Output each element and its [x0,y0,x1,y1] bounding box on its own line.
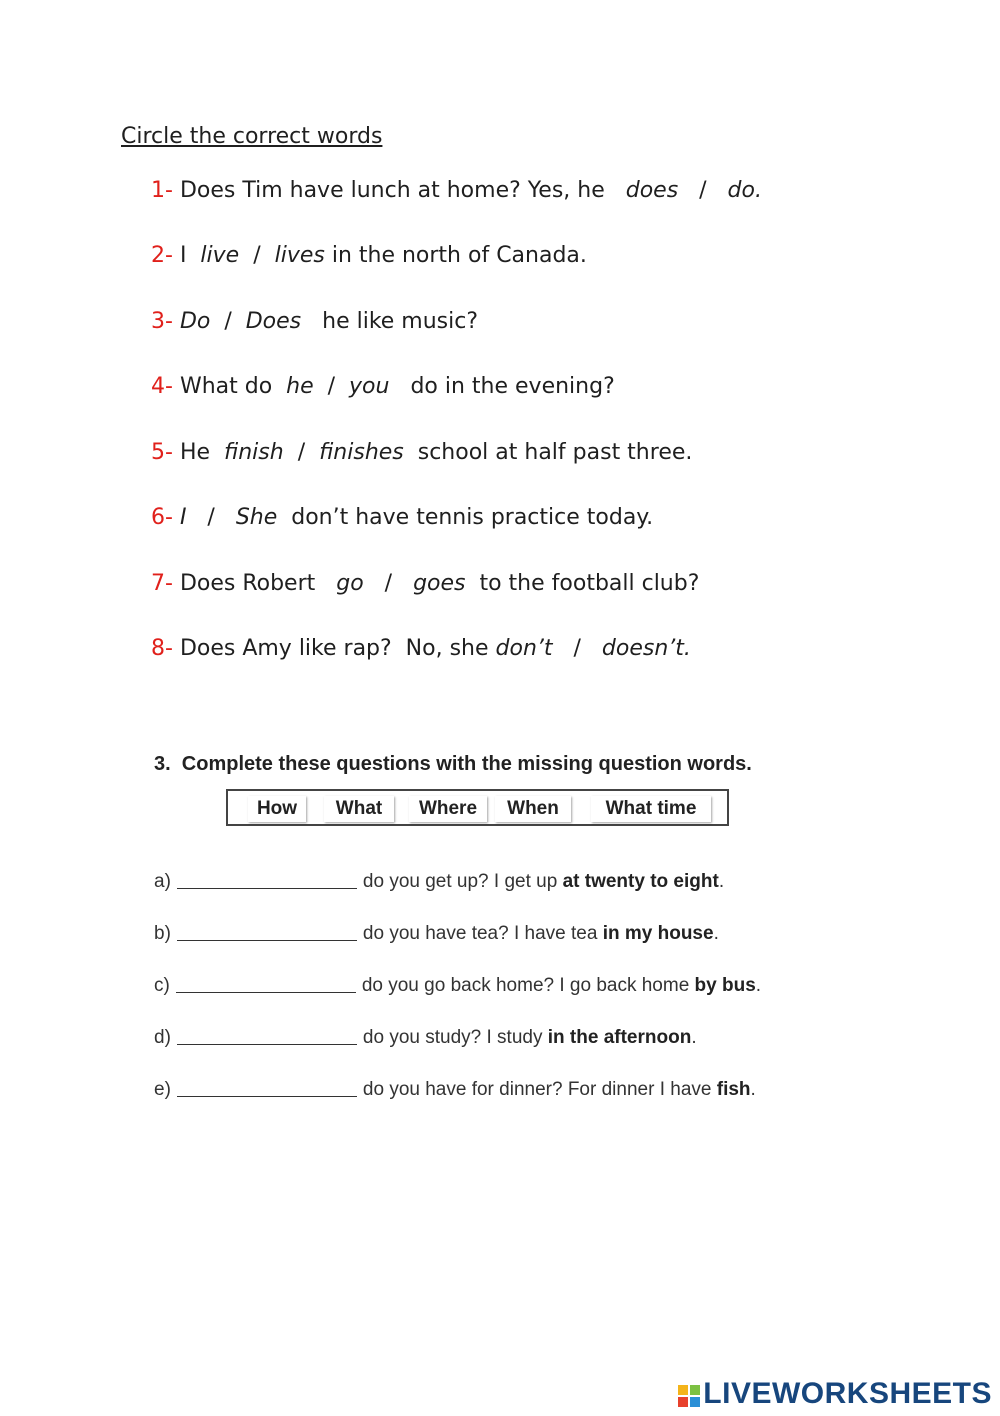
option-1[interactable]: finish [224,440,284,465]
item-answer: fish [716,1079,751,1100]
item-end: . [713,923,719,944]
option-2[interactable]: you [349,374,390,399]
question-text-end: school at half past three. [403,440,693,465]
question-text: Does Tim have lunch at home? Yes, he [179,178,626,203]
option-1[interactable]: go [336,571,364,596]
word-bank-what: What [324,796,394,822]
question-row [151,571,699,596]
fill-item [154,974,761,997]
option-1[interactable]: I [179,505,187,530]
word-bank-when: When [495,796,571,822]
question-row [151,440,692,465]
answer-blank[interactable] [176,974,356,993]
option-2[interactable]: doesn’t. [601,636,691,661]
question-text: He [179,440,225,465]
question-number: 5- [151,440,173,465]
liveworksheets-logo-text: LIVEWORKSHEETS [703,1377,992,1410]
question-text: What do [179,374,287,399]
item-end: . [750,1079,756,1100]
option-2[interactable]: finishes [319,440,404,465]
word-bank-what-time: What time [591,796,711,822]
item-question: do you have for dinner? For dinner I have [362,1079,717,1100]
item-question: do you go back home? I go back home [361,975,695,996]
answer-blank[interactable] [177,1026,357,1045]
word-bank [226,789,729,826]
fill-item [154,870,724,893]
answer-blank[interactable] [177,870,357,889]
item-question: do you study? I study [362,1027,548,1048]
question-text: Does Amy like rap? No, she [179,636,496,661]
question-row [151,636,691,661]
option-1[interactable]: he [286,374,314,399]
question-number: 7- [151,571,173,596]
option-1[interactable]: live [200,243,240,268]
option-separator: / [313,374,350,399]
item-end: . [755,975,762,996]
item-label: a) [154,871,171,892]
question-number: 3- [151,309,173,334]
option-1[interactable]: does [625,178,679,203]
option-separator: / [186,505,236,530]
liveworksheets-logo [677,1374,992,1414]
question-text: Does Robert [179,571,337,596]
item-end: . [718,871,725,892]
question-text-end: don’t have tennis practice today. [277,505,654,530]
option-2[interactable]: lives [274,243,325,268]
option-2[interactable]: do. [727,178,762,203]
answer-blank[interactable] [177,1078,357,1097]
question-text-end: he like music? [301,309,479,334]
option-separator: / [678,178,728,203]
item-label: e) [154,1079,171,1100]
question-number: 2- [151,243,173,268]
worksheet-title: Circle the correct words [121,124,383,149]
question-number: 8- [151,636,173,661]
question-number: 1- [151,178,173,203]
section-title: 3. Complete these questions with the missing question words. [154,753,752,775]
option-separator: / [239,243,275,268]
item-answer: in my house [602,923,714,944]
question-number: 4- [151,374,173,399]
item-label: c) [154,975,170,996]
question-text: I [179,243,201,268]
question-text-end: to the football club? [465,571,700,596]
question-number: 6- [151,505,173,530]
question-row [151,505,653,530]
item-end: . [691,1027,697,1048]
item-label: b) [154,923,171,944]
option-separator: / [363,571,414,596]
option-2[interactable]: Does [245,309,302,334]
question-row [151,374,615,399]
question-text-end: do in the evening? [389,374,615,399]
option-separator: / [283,440,320,465]
option-2[interactable]: goes [413,571,466,596]
option-separator: / [210,309,246,334]
fill-item [154,922,719,945]
item-answer: in the afternoon [547,1027,692,1048]
item-answer: by bus [694,975,756,996]
item-label: d) [154,1027,171,1048]
item-answer: at twenty to eight [562,871,719,892]
liveworksheets-logo-icon [677,1382,701,1406]
question-row [151,243,587,268]
question-text-end: in the north of Canada. [324,243,587,268]
word-bank-how: How [248,796,306,822]
fill-item [154,1026,697,1049]
item-question: do you have tea? I have tea [362,923,603,944]
answer-blank[interactable] [177,922,357,941]
option-2[interactable]: She [235,505,278,530]
option-1[interactable]: Do [179,309,211,334]
option-separator: / [552,636,602,661]
option-1[interactable]: don’t [495,636,553,661]
fill-item [154,1078,756,1101]
word-bank-where: Where [409,796,487,822]
item-question: do you get up? I get up [362,871,563,892]
question-row [151,309,478,334]
question-row [151,178,762,203]
